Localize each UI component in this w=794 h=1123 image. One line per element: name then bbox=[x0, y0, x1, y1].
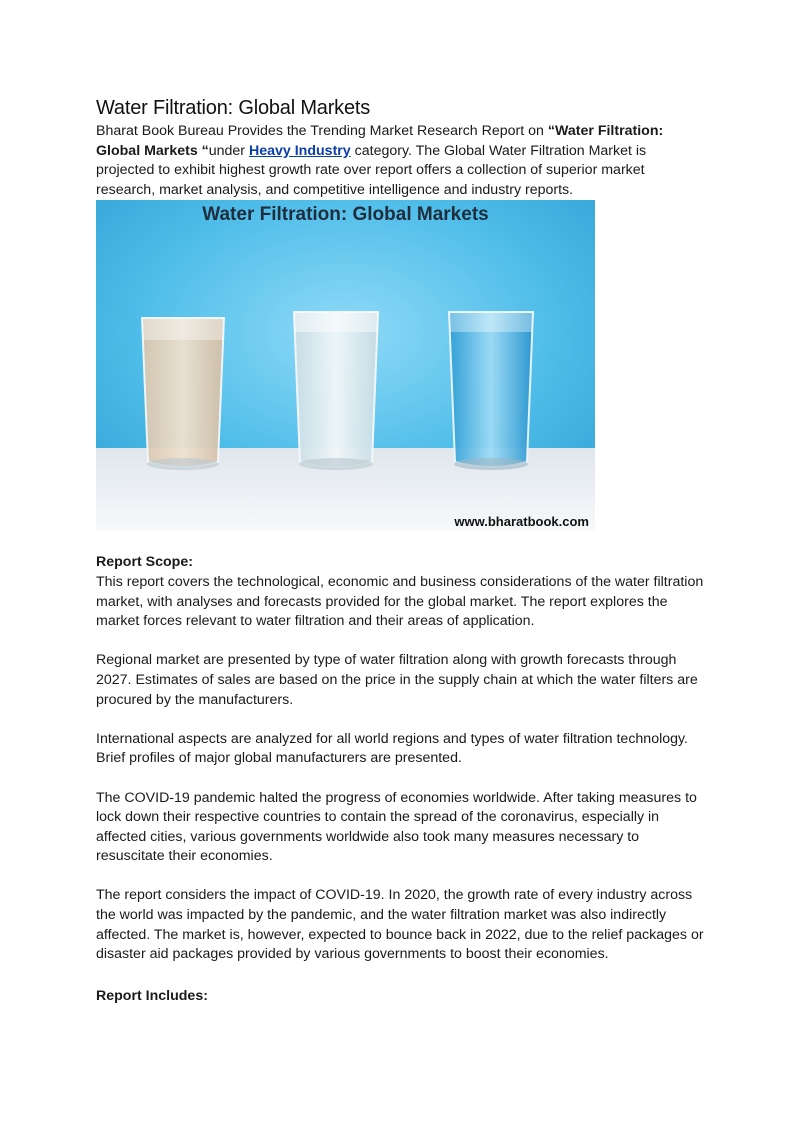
intro-text-3: category. The Global Water Filtration Market is projected to exhibit highest growth rate over report offers a collection of superior market research, market analysis, and competitive intelligence and industry reports. bbox=[96, 142, 647, 198]
document-page bbox=[96, 96, 706, 1006]
scope-paragraph-3: International aspects are analyzed for all world regions and types of water filtration technology. Brief profiles of major global manufacturers are presented. bbox=[96, 730, 689, 767]
page-title: Water Filtration: Global Markets bbox=[96, 97, 371, 119]
scope-paragraph-5: The report considers the impact of COVID-19. In 2020, the growth rate of every industry across the world was impacted by the pandemic, and the water filtration market was also indirectly affected. The market is, however, expected to bounce back in 2022, due to the relief packages or disaster aid packages provided by various governments to boost their economies. bbox=[96, 887, 704, 963]
report-scope-heading: Report Scope: bbox=[96, 554, 193, 571]
scope-paragraph-4: The COVID-19 pandemic halted the progress of economies worldwide. After taking measures to lock down their respective countries to contain the spread of the coronavirus, especially in affected cities, various governments worldwide also took many measures necessary to resuscitate their economies. bbox=[96, 789, 697, 865]
intro-quote-open: “ bbox=[547, 123, 555, 139]
intro-bold-title: Water Filtration: Global Markets bbox=[96, 123, 664, 159]
intro-paragraph bbox=[96, 122, 706, 200]
heavy-industry-link[interactable]: Heavy Industry bbox=[248, 142, 351, 159]
water-glasses-illustration bbox=[96, 200, 595, 531]
scope-paragraph-2: Regional market are presented by type of water filtration along with growth forecasts through 2027. Estimates of sales are based on the price in the supply chain at which the water filters are procured by the manufacturers. bbox=[96, 652, 698, 708]
cloudy-water-glass bbox=[294, 312, 378, 470]
clear-water-glass bbox=[449, 312, 533, 470]
hero-title: Water Filtration: Global Markets bbox=[202, 204, 489, 226]
scope-paragraph-1: This report covers the technological, economic and business considerations of the water filtration market, with analyses and forecasts provided for the global market. The report explores the market forces relevant to water filtration and their areas of application. bbox=[96, 573, 704, 630]
hero-website: www.bharatbook.com bbox=[454, 514, 589, 530]
intro-text-1: Bharat Book Bureau Provides the Trending Market Research Report on bbox=[96, 123, 548, 139]
intro-quote-close: “ bbox=[201, 142, 209, 159]
report-includes-heading: Report Includes: bbox=[96, 987, 208, 1004]
dirty-water-glass bbox=[142, 318, 224, 470]
hero-image bbox=[96, 200, 595, 531]
intro-text-2: under bbox=[208, 142, 249, 159]
